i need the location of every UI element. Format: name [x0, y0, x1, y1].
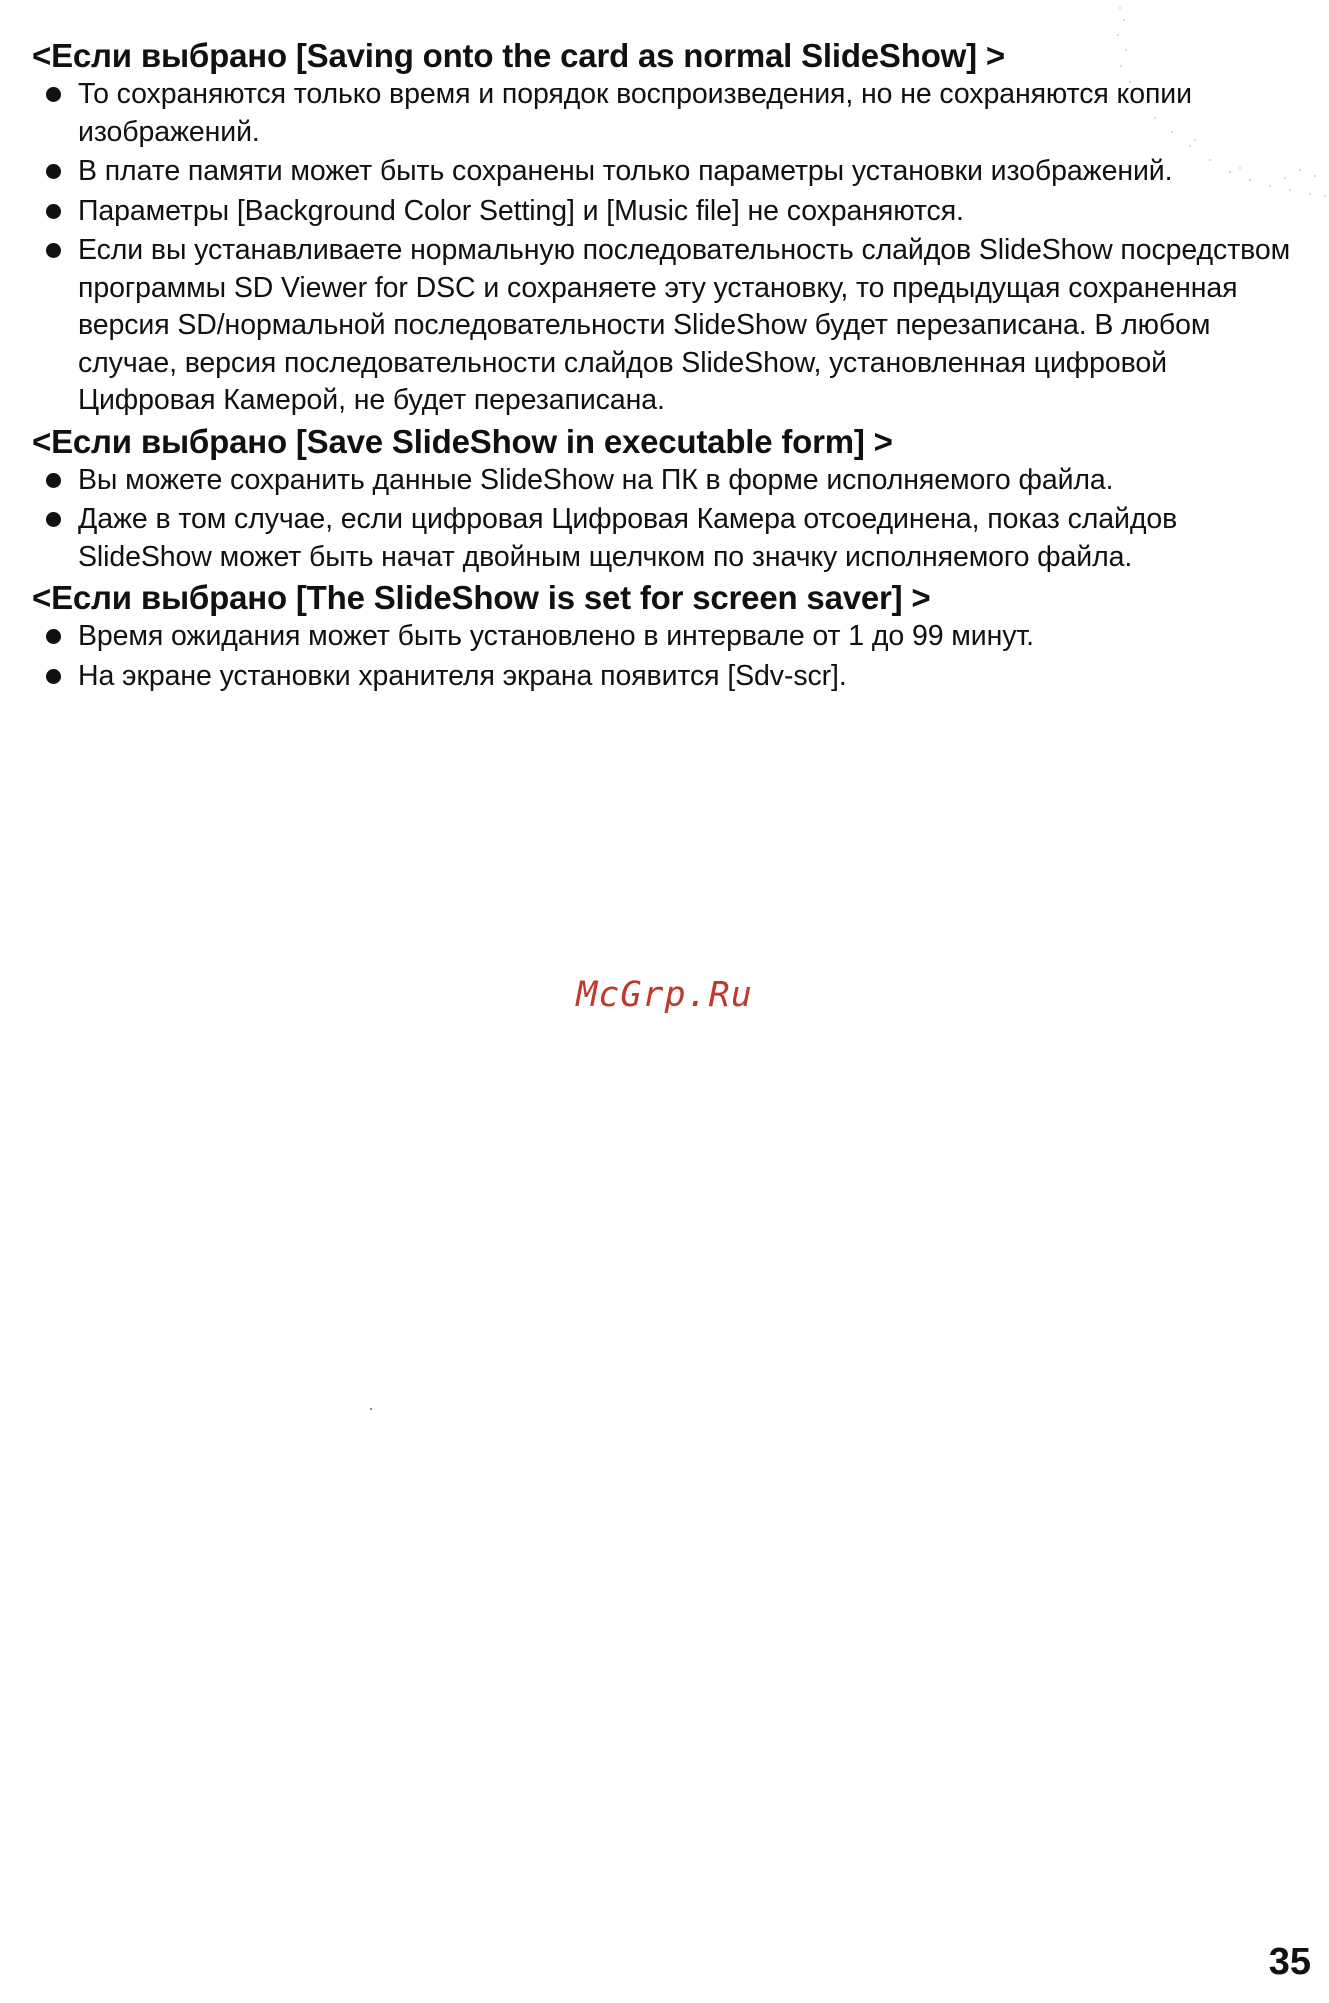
list-item: [32, 153, 1312, 191]
section-heading: <Если выбрано [Save SlideShow in executable form] >: [32, 422, 893, 460]
watermark: McGrp.Ru: [576, 975, 753, 1015]
scan-speck: [370, 1408, 372, 1410]
bullet-list: [32, 462, 1312, 577]
list-item-text: Даже в том случае, если цифровая Цифровая Камера отсоединена, показ слайдов SlideShow может быть начат двойным щелчком по значку исполняемого файла.: [78, 503, 1178, 573]
bullet-icon: [46, 512, 61, 527]
bullet-icon: [46, 669, 61, 684]
list-item: [32, 232, 1312, 420]
list-item-text: Вы можете сохранить данные SlideShow на ПК в форме исполняемого файла.: [78, 463, 1114, 496]
bullet-icon: [46, 243, 61, 258]
list-item: [32, 618, 1312, 656]
bullet-icon: [46, 204, 61, 219]
list-item-text: На экране установки хранителя экрана появится [Sdv-scr].: [78, 659, 847, 692]
list-item: [32, 76, 1312, 151]
bullet-icon: [46, 629, 61, 644]
page-number: 35: [1268, 1941, 1311, 1983]
list-item: [32, 658, 1312, 696]
list-item-text: Параметры [Background Color Setting] и [Music file] не сохраняются.: [78, 194, 964, 227]
section-heading: <Если выбрано [Saving onto the card as normal SlideShow] >: [32, 37, 1005, 74]
bullet-list: [32, 618, 1312, 695]
list-item-text: В плате памяти может быть сохранены только параметры установки изображений.: [78, 155, 1173, 187]
list-item: [32, 193, 1312, 231]
bullet-icon: [46, 473, 61, 488]
list-item-text: Если вы устанавливаете нормальную последовательность слайдов SlideShow посредством программы SD Viewer for DSC и сохраняете эту установку, то предыдущая сохраненная версия SD/нормальной последовательности SlideShow будет перезаписана. В любом случае, версия последовательности слайдов SlideShow, установленная цифровой Цифровая Камерой, не будет перезаписана.: [78, 234, 1291, 416]
list-item: [32, 462, 1312, 500]
bullet-icon: [46, 87, 61, 102]
content-area: [32, 36, 1312, 697]
list-item-text: То сохраняются только время и порядок воспроизведения, но не сохраняются копии изображений.: [78, 78, 1192, 148]
list-item: [32, 501, 1312, 576]
list-item-text: Время ожидания может быть установлено в интервале от 1 до 99 минут.: [78, 620, 1034, 652]
bullet-icon: [46, 164, 61, 179]
bullet-list: [32, 76, 1312, 420]
section-heading: <Если выбрано [The SlideShow is set for screen saver] >: [32, 579, 931, 616]
